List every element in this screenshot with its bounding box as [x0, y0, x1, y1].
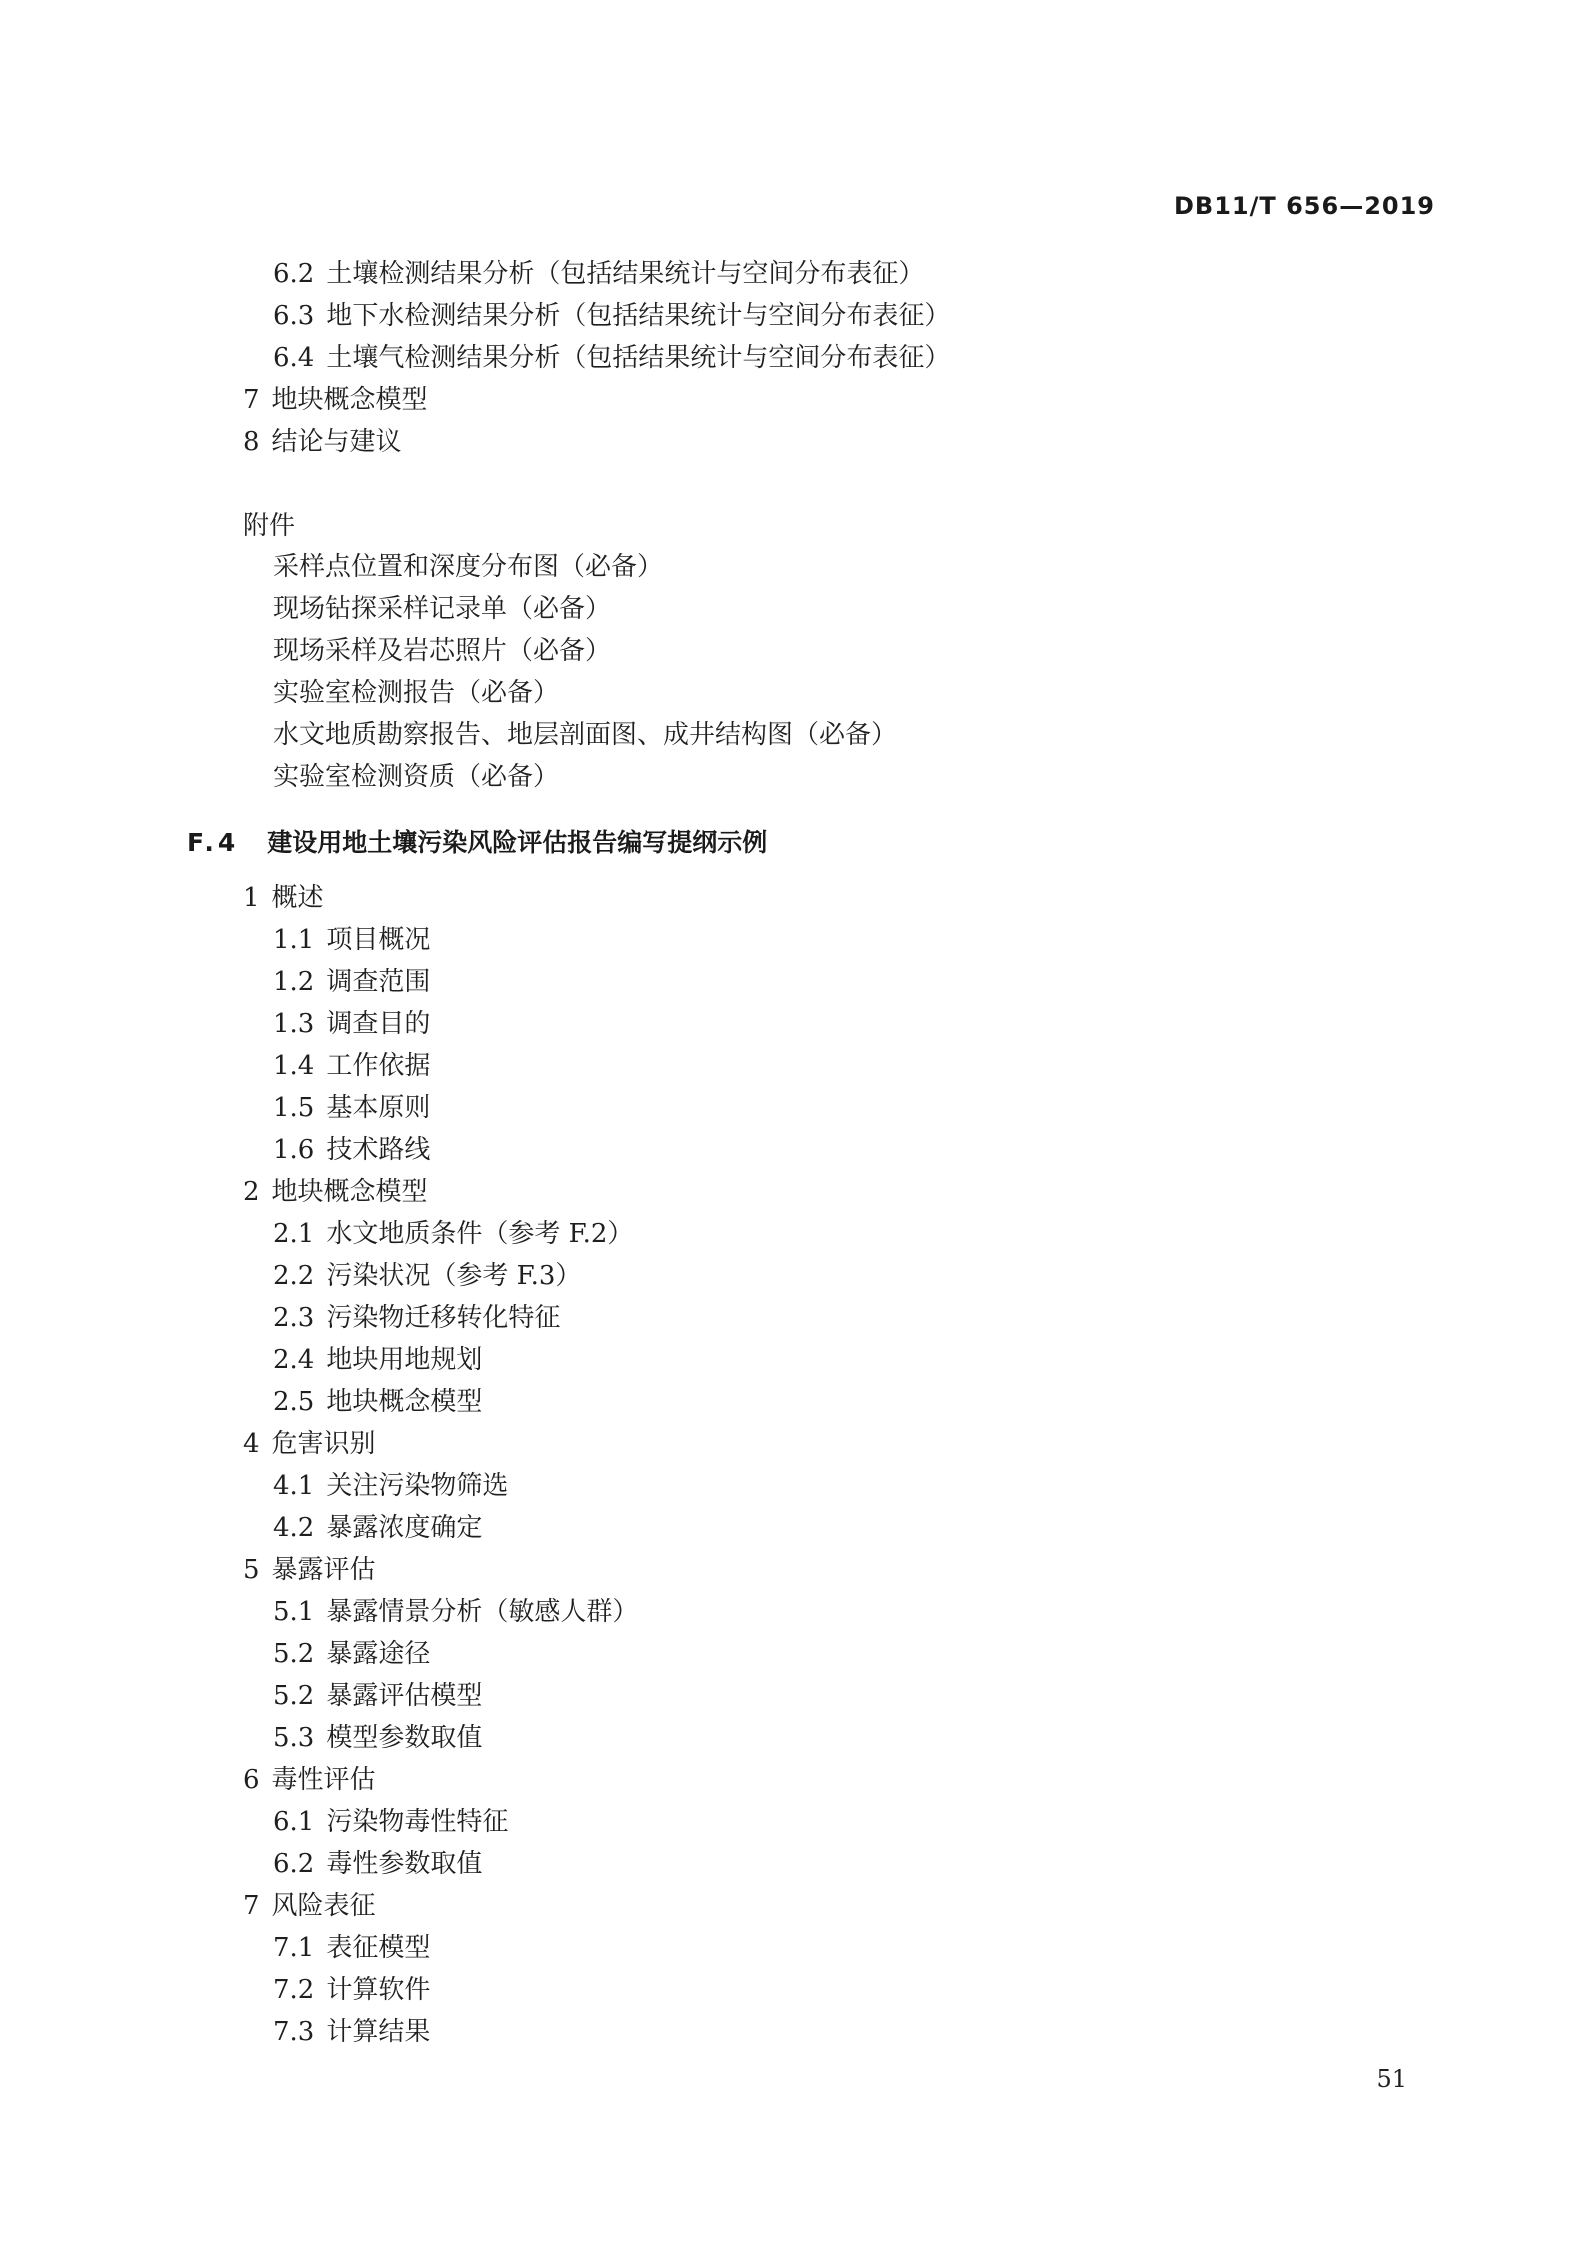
outline-item: [273, 1638, 430, 1670]
item-text: 暴露情景分析（敏感人群）: [326, 1597, 639, 1627]
item-text: 污染物毒性特征: [326, 1807, 509, 1837]
outline-item: [273, 1134, 430, 1166]
item-text: 项目概况: [326, 925, 431, 955]
item-number: 7.3: [273, 2017, 315, 2047]
item-text: 关注污染物筛选: [326, 1471, 509, 1501]
item-number: 1.5: [273, 1093, 315, 1123]
outline-item: [273, 1932, 430, 1964]
item-number: 4.2: [273, 1513, 315, 1543]
item-text: 暴露评估: [271, 1555, 376, 1585]
list-item: [273, 300, 950, 332]
item-text: 调查目的: [326, 1009, 431, 1039]
outline-item: [273, 1512, 482, 1544]
item-text: 工作依据: [326, 1051, 431, 1081]
outline-item: [273, 1218, 633, 1250]
attachment-item: 现场钻探采样记录单（必备）: [273, 594, 612, 624]
item-text: 土壤气检测结果分析（包括结果统计与空间分布表征）: [326, 343, 951, 373]
outline-item: [273, 1596, 638, 1628]
item-text: 调查范围: [326, 967, 431, 997]
item-text: 概述: [271, 883, 324, 913]
item-number: 2.2: [273, 1261, 315, 1291]
attachments-title: 附件: [243, 511, 296, 541]
item-number: 5.2: [273, 1639, 315, 1669]
attachment-item: 现场采样及岩芯照片（必备）: [273, 636, 612, 666]
outline-item: [273, 1722, 482, 1754]
outline-item: [273, 1848, 482, 1880]
item-text: 模型参数取值: [326, 1723, 483, 1753]
outline-item: [243, 1554, 376, 1586]
attachment-item: 采样点位置和深度分布图（必备）: [273, 552, 664, 582]
item-number: 1.2: [273, 967, 315, 997]
item-number: 2: [243, 1177, 260, 1207]
item-number: 1.6: [273, 1135, 315, 1165]
outline-item: [273, 1470, 508, 1502]
outline-item: [273, 1974, 430, 2006]
item-number: 8: [243, 427, 260, 457]
item-number: 1.4: [273, 1051, 315, 1081]
item-number: 2.3: [273, 1303, 315, 1333]
item-number: 2.1: [273, 1219, 315, 1249]
item-text: 毒性参数取值: [326, 1849, 483, 1879]
item-text: 毒性评估: [271, 1765, 376, 1795]
item-number: 1.1: [273, 925, 315, 955]
item-text: 水文地质条件（参考 F.2）: [326, 1219, 634, 1249]
attachment-item: 实验室检测报告（必备）: [273, 678, 560, 708]
item-number: 2.5: [273, 1387, 315, 1417]
attachment-item: 实验室检测资质（必备）: [273, 762, 560, 792]
item-number: 4.1: [273, 1471, 315, 1501]
list-item: [243, 384, 428, 416]
item-number: 6.1: [273, 1807, 315, 1837]
item-number: 5: [243, 1555, 260, 1585]
item-number: 7.1: [273, 1933, 315, 1963]
item-number: 1: [243, 883, 260, 913]
item-text: 暴露浓度确定: [326, 1513, 483, 1543]
outline-item: [273, 1386, 482, 1418]
outline-item: [273, 1050, 430, 1082]
document-code: DB11/T 656—2019: [1174, 192, 1435, 220]
item-text: 危害识别: [271, 1429, 376, 1459]
outline-item: [273, 924, 430, 956]
page-number: 51: [1376, 2065, 1407, 2093]
item-text: 地块概念模型: [326, 1387, 483, 1417]
outline-item: [273, 1092, 430, 1124]
attachment-item: 水文地质勘察报告、地层剖面图、成井结构图（必备）: [273, 720, 898, 750]
list-item: [243, 426, 402, 458]
outline-item: [273, 1680, 482, 1712]
item-text: 地块概念模型: [271, 1177, 428, 1207]
item-number: 1.3: [273, 1009, 315, 1039]
outline-item: [273, 1260, 581, 1292]
item-text: 暴露途径: [326, 1639, 431, 1669]
item-text: 暴露评估模型: [326, 1681, 483, 1711]
item-number: 2.4: [273, 1345, 315, 1375]
item-number: 6.3: [273, 301, 315, 331]
item-text: 土壤检测结果分析（包括结果统计与空间分布表征）: [326, 259, 925, 289]
outline-item: [273, 1806, 508, 1838]
outline-item: [273, 1302, 560, 1334]
item-number: 7.2: [273, 1975, 315, 2005]
item-text: 污染状况（参考 F.3）: [326, 1261, 582, 1291]
item-text: 地块用地规划: [326, 1345, 483, 1375]
item-text: 结论与建议: [271, 427, 402, 457]
item-text: 计算结果: [326, 2017, 431, 2047]
item-text: 地下水检测结果分析（包括结果统计与空间分布表征）: [326, 301, 951, 331]
outline-item: [273, 2016, 430, 2048]
item-text: 基本原则: [326, 1093, 431, 1123]
outline-item: [243, 1764, 376, 1796]
section-title: 建设用地土壤污染风险评估报告编写提纲示例: [267, 828, 768, 857]
item-number: 6.2: [273, 1849, 315, 1879]
item-text: 技术路线: [326, 1135, 431, 1165]
item-number: 6.2: [273, 259, 315, 289]
item-text: 计算软件: [326, 1975, 431, 2005]
item-text: 地块概念模型: [271, 385, 428, 415]
item-number: 5.1: [273, 1597, 315, 1627]
item-number: 4: [243, 1429, 260, 1459]
item-number: 6.4: [273, 343, 315, 373]
list-item: [273, 258, 924, 290]
outline-item: [273, 1344, 482, 1376]
item-number: 7: [243, 385, 260, 415]
item-text: 风险表征: [271, 1891, 376, 1921]
outline-item: [243, 1890, 376, 1922]
outline-item: [273, 966, 430, 998]
outline-item: [243, 882, 324, 914]
item-number: 5.2: [273, 1681, 315, 1711]
section-heading: [187, 823, 767, 859]
item-number: 5.3: [273, 1723, 315, 1753]
item-text: 污染物迁移转化特征: [326, 1303, 561, 1333]
item-text: 表征模型: [326, 1933, 431, 1963]
section-number: F.4: [187, 828, 240, 857]
item-number: 6: [243, 1765, 260, 1795]
list-item: [273, 342, 950, 374]
outline-item: [273, 1008, 430, 1040]
outline-item: [243, 1428, 376, 1460]
item-number: 7: [243, 1891, 260, 1921]
outline-item: [243, 1176, 428, 1208]
